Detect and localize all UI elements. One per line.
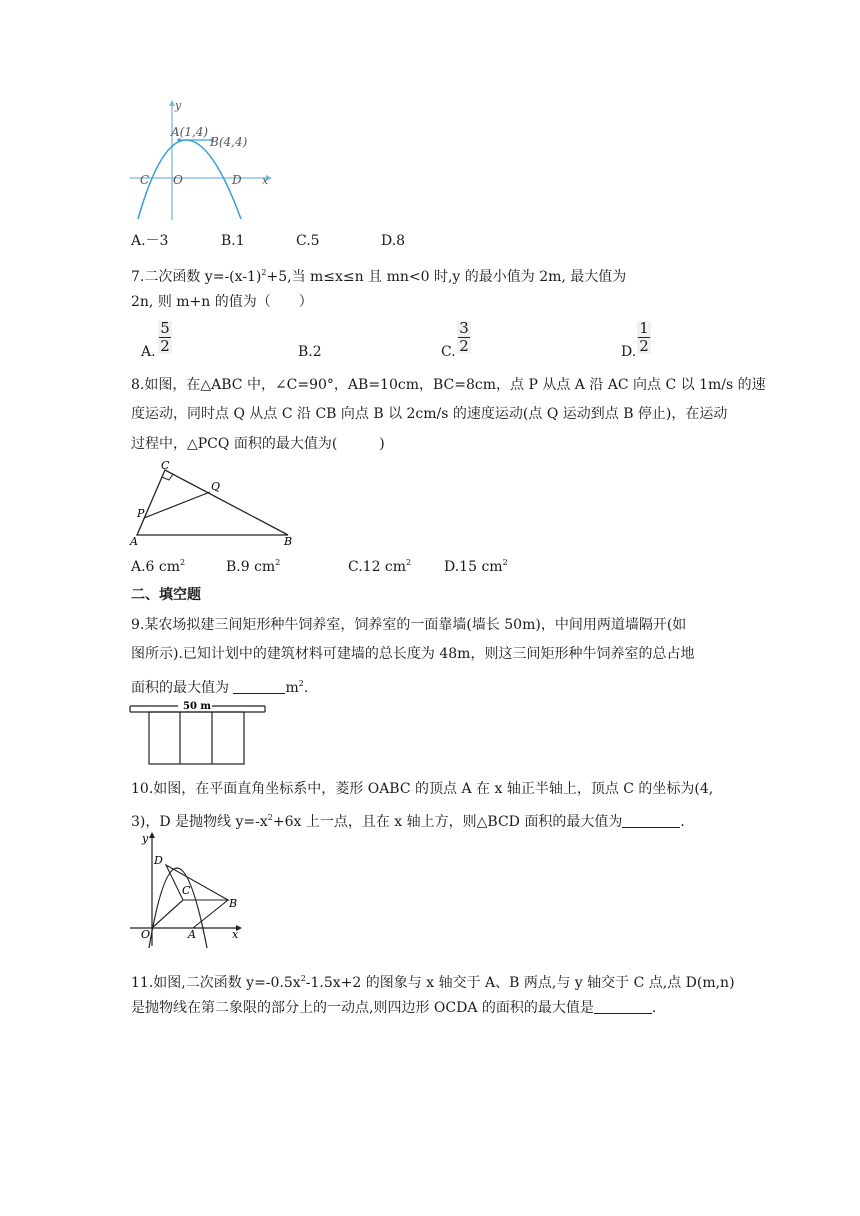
q10-answer-blank[interactable] [622, 813, 680, 828]
q7-option-a-fraction [158, 321, 172, 354]
q7-option-b: B.2 [298, 344, 322, 360]
q11-text-line2 [131, 998, 656, 1018]
q10-line2-post: +6x 上一点，且在 x 轴上方，则△BCD 面积的最大值为 [272, 814, 623, 830]
q9-wall-label: 50 m [183, 701, 211, 712]
q8-right-angle-mark [162, 474, 173, 480]
q8-option-a [131, 553, 185, 577]
q8-option-d-sup: 2 [502, 558, 508, 567]
q7-c-denominator: 2 [459, 337, 469, 355]
q6-label-b: B(4,4) [210, 135, 248, 149]
q8-option-c-text: C.12 cm [348, 559, 407, 575]
q10-label-d: D [154, 854, 163, 867]
q7-option-d-fraction [637, 321, 651, 354]
q11-line1-pre: 11.如图,二次函数 y=-0.5x [131, 975, 301, 991]
q6-label-y: y [175, 99, 182, 112]
q11-line2-pre: 是抛物线在第二象限的部分上的一动点,则四边形 OCDA 的面积的最大值是 [131, 1000, 594, 1016]
q8-option-c-sup: 2 [406, 558, 412, 567]
q7-line1-pre: 7.二次函数 y=-(x-1) [131, 269, 262, 285]
q8-option-b [226, 553, 280, 577]
q11-line2-end: . [651, 1000, 657, 1016]
q9-line3-unit: m [285, 680, 299, 696]
q10-rhombus-parabola-figure [128, 830, 248, 950]
q8-label-a: A [130, 535, 138, 547]
q7-text-line2: 2n, 则 m+n 的值为（ ） [131, 294, 313, 310]
q10-label-y: y [142, 832, 149, 845]
q8-label-q: Q [211, 480, 221, 493]
q10-line2-end: . [680, 814, 685, 830]
q7-line1-sup: 2 [261, 268, 267, 277]
q6-label-d: D [232, 173, 242, 187]
q11-answer-blank[interactable] [594, 999, 652, 1014]
q10-label-o: O [141, 928, 151, 941]
q8-option-b-sup: 2 [275, 558, 281, 567]
q6-label-c: C [140, 173, 150, 187]
q6-label-x: x [262, 174, 269, 187]
q7-text-line1 [131, 263, 626, 287]
q7-option-a-label: A. [141, 344, 156, 360]
q8-label-p: P [137, 507, 145, 520]
q10-text-line2 [131, 808, 685, 832]
q10-label-x: x [232, 928, 239, 941]
q8-option-b-text: B.9 cm [226, 559, 276, 575]
q8-text-line2: 度运动，同时点 Q 从点 C 沿 CB 向点 B 以 2cm/s 的速度运动(点 Q 运动到点 B 停止)，在运动 [131, 406, 728, 422]
q6-option-d: D.8 [381, 233, 406, 249]
q8-option-d [444, 553, 508, 577]
q6-label-o: O [173, 173, 183, 187]
q9-line3-post: . [303, 680, 309, 696]
q7-option-d-label: D. [621, 344, 637, 360]
q10-y-arrow [149, 832, 155, 838]
q8-option-c [348, 553, 411, 577]
q8-label-b: B [284, 535, 293, 547]
q10-triangle-bcd [166, 865, 228, 900]
q9-text-line1: 9.某农场拟建三间矩形种牛饲养室，饲养室的一面靠墙(墙长 50m)，中间用两道墙隔开(如 [131, 617, 687, 633]
q11-line1-sup: 2 [300, 974, 306, 983]
q6-parabola [138, 140, 241, 219]
q7-option-c-fraction [457, 321, 471, 354]
q10-line2-pre: 3)，D 是抛物线 y=-x [131, 814, 268, 830]
q9-text-line3 [131, 674, 308, 698]
q9-enclosure-figure [128, 697, 268, 767]
q10-segment-oc [152, 900, 183, 928]
q10-text-line1: 10.如图，在平面直角坐标系中，菱形 OABC 的顶点 A 在 x 轴正半轴上，顶点 C 的坐标为(4, [131, 781, 714, 797]
q9-text-line2: 图所示).已知计划中的建筑材料可建墙的总长度为 48m，则这三间矩形种牛饲养室的总占地 [131, 646, 695, 662]
section-heading-fill-in: 二、填空题 [131, 587, 201, 603]
q10-label-a: A [188, 928, 196, 941]
q7-d-numerator: 1 [639, 319, 649, 337]
q8-option-a-sup: 2 [180, 558, 186, 567]
q8-option-a-text: A.6 cm [131, 559, 181, 575]
q10-parabola [149, 868, 207, 948]
q10-rhombus-oabc [152, 900, 228, 928]
q11-text-line1 [131, 969, 735, 993]
q7-c-numerator: 3 [459, 319, 469, 337]
q7-line1-post: +5,当 m≤x≤n 且 mn<0 时,y 的最小值为 2m, 最大值为 [266, 269, 627, 285]
q6-option-c: C.5 [296, 233, 320, 249]
q9-line3-pre: 面积的最大值为 [131, 680, 234, 696]
q9-rooms-outline [149, 712, 244, 764]
q7-a-numerator: 5 [160, 319, 170, 337]
q11-line1-post: -1.5x+2 的图象与 x 轴交于 A、B 两点,与 y 轴交于 C 点,点 D(m,n) [305, 975, 735, 991]
q10-label-b: B [229, 897, 238, 910]
q7-a-denominator: 2 [160, 337, 170, 355]
q7-d-denominator: 2 [639, 337, 649, 355]
q6-option-b: B.1 [221, 233, 245, 249]
q6-option-a: A.－3 [131, 233, 169, 249]
q8-text-line1: 8.如图，在△ABC 中，∠C=90°，AB=10cm，BC=8cm，点 P 从点 A 沿 AC 向点 C 以 1m/s 的速 [131, 377, 766, 393]
q7-option-c-label: C. [441, 344, 456, 360]
q6-label-a: A(1,4) [171, 125, 209, 139]
q10-label-c: C [182, 884, 191, 897]
q8-text-line3: 过程中，△PCQ 面积的最大值为( ) [131, 436, 385, 452]
q10-line2-sup: 2 [267, 813, 273, 822]
q6-parabola-figure [128, 98, 278, 222]
q9-answer-blank[interactable] [233, 679, 285, 694]
q8-triangle-figure [128, 459, 298, 547]
q8-label-c: C [161, 459, 170, 472]
q8-option-d-text: D.15 cm [444, 559, 503, 575]
q9-line3-sup: 2 [298, 679, 304, 688]
